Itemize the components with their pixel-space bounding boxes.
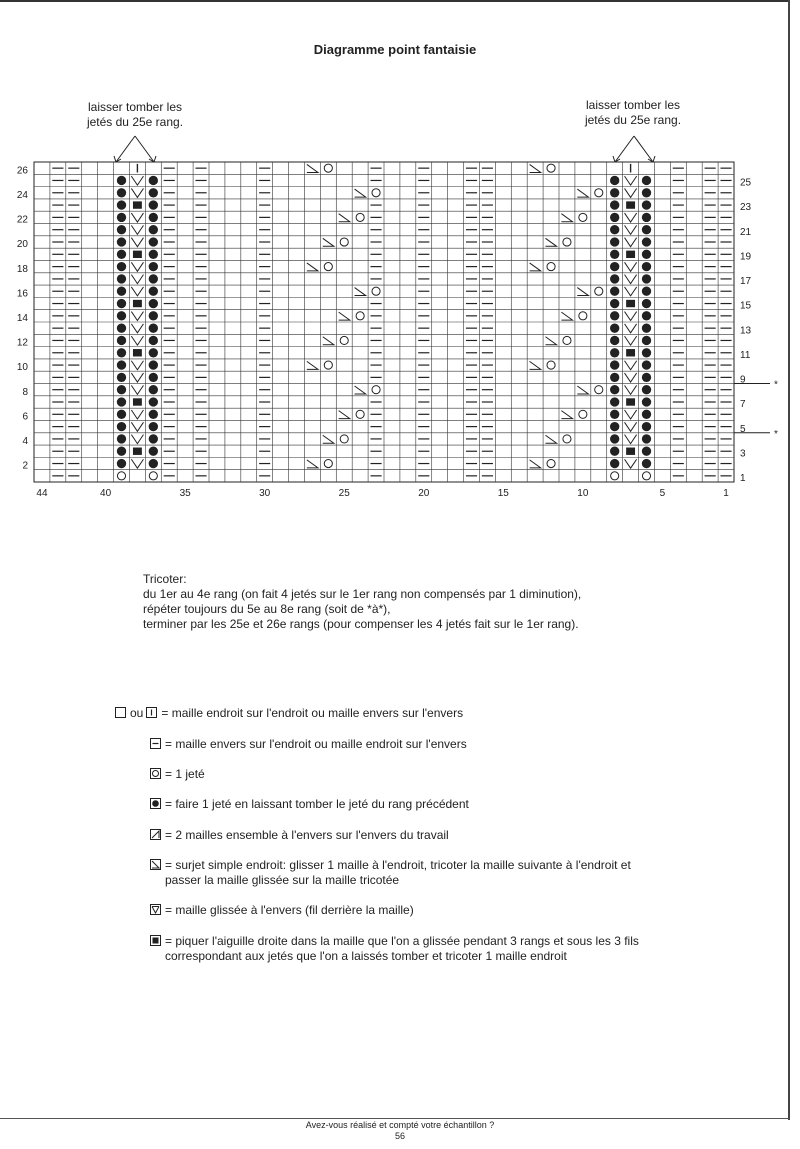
column-label: 25 bbox=[338, 488, 350, 499]
drop-yo-mark bbox=[642, 213, 651, 222]
pickup-mark bbox=[626, 349, 635, 356]
drop-yo-mark bbox=[149, 336, 158, 345]
note-left-line-1: laisser tomber les bbox=[87, 100, 183, 114]
column-label: 10 bbox=[577, 488, 589, 499]
legend-item-text-7-line-1: = piquer l'aiguille droite dans la maille que l'on a glissée pendant 3 rangs et sous les 3 fils bbox=[165, 934, 639, 948]
pickup-mark bbox=[626, 251, 635, 258]
drop-yo-mark bbox=[149, 287, 158, 296]
drop-yo-mark bbox=[610, 225, 619, 234]
drop-yo-mark bbox=[149, 274, 158, 283]
drop-yo-mark bbox=[117, 410, 126, 419]
drop-yo-mark bbox=[610, 397, 619, 406]
instructions bbox=[143, 572, 703, 632]
drop-yo-mark bbox=[642, 447, 651, 456]
drop-yo-mark bbox=[642, 385, 651, 394]
row-label-left: 6 bbox=[22, 411, 28, 423]
drop-yo-mark bbox=[117, 385, 126, 394]
drop-yo-mark bbox=[642, 176, 651, 185]
footer-question: Avez-vous réalisé et compté votre échantillon ? bbox=[305, 1120, 495, 1130]
drop-yo-mark bbox=[117, 188, 126, 197]
legend-item-text-5-line-1: = surjet simple endroit: glisser 1 maille à l'endroit, tricoter la maille suivante à l'endroit et bbox=[165, 858, 631, 872]
row-label-left: 20 bbox=[16, 239, 28, 251]
column-label: 5 bbox=[659, 488, 666, 499]
legend-item-text-7 bbox=[165, 934, 639, 964]
legend-item-text-6: = maille glissée à l'envers (fil derrière la maille) bbox=[165, 903, 414, 917]
legend-item-text-7-line-2: correspondant aux jetés que l'on a laissés tomber et tricoter 1 maille endroit bbox=[165, 949, 567, 963]
drop-yo-mark bbox=[117, 434, 126, 443]
drop-yo-mark bbox=[117, 176, 126, 185]
drop-yo-mark bbox=[610, 237, 619, 246]
instructions-line-2: répéter toujours du 5e au 8e rang (soit de *à*), bbox=[143, 602, 391, 616]
drop-yo-mark bbox=[149, 237, 158, 246]
row-label-right: 19 bbox=[740, 251, 752, 263]
pickup-mark bbox=[626, 300, 635, 307]
pickup-mark bbox=[626, 448, 635, 455]
drop-yo-mark bbox=[610, 299, 619, 308]
drop-yo-mark bbox=[117, 360, 126, 369]
legend-item-text-1: = maille envers sur l'endroit ou maille endroit sur l'envers bbox=[165, 737, 467, 751]
drop-yo-mark bbox=[642, 225, 651, 234]
row-label-right: 3 bbox=[740, 448, 746, 460]
drop-yo-mark bbox=[642, 237, 651, 246]
footer bbox=[0, 1120, 800, 1142]
row-label-left: 4 bbox=[22, 436, 28, 448]
drop-yo-mark bbox=[149, 447, 158, 456]
filled-square-icon bbox=[150, 935, 161, 946]
column-label: 44 bbox=[36, 488, 48, 499]
drop-yo-mark bbox=[117, 348, 126, 357]
circle-square-icon bbox=[150, 768, 161, 779]
drop-yo-mark bbox=[149, 348, 158, 357]
page-frame-bottom bbox=[0, 1118, 790, 1119]
drop-yo-mark bbox=[610, 323, 619, 332]
drop-yo-mark bbox=[610, 385, 619, 394]
drop-yo-mark bbox=[610, 410, 619, 419]
drop-yo-mark bbox=[117, 397, 126, 406]
drop-yo-mark bbox=[117, 311, 126, 320]
note-left-line-2: jetés du 25e rang. bbox=[86, 115, 184, 129]
row-label-right: 15 bbox=[740, 300, 752, 312]
pickup-mark bbox=[133, 448, 142, 455]
drop-yo-mark bbox=[642, 422, 651, 431]
legend-item-text-2: = 1 jeté bbox=[165, 767, 205, 781]
drop-yo-mark bbox=[117, 213, 126, 222]
note-right-line-1: laisser tomber les bbox=[585, 98, 681, 112]
drop-yo-mark bbox=[610, 287, 619, 296]
note-right-line-2: jetés du 25e rang. bbox=[584, 113, 682, 127]
row-label-right: 7 bbox=[740, 399, 746, 411]
drop-yo-mark bbox=[117, 373, 126, 382]
drop-yo-mark bbox=[117, 336, 126, 345]
legend-item-text-0: = maille endroit sur l'endroit ou maille envers sur l'envers bbox=[161, 706, 464, 720]
drop-yo-mark bbox=[610, 176, 619, 185]
legend-item-pickup bbox=[150, 934, 639, 964]
drop-yo-mark bbox=[610, 188, 619, 197]
row-label-left: 22 bbox=[16, 214, 28, 226]
row-label-right: 5 bbox=[740, 423, 746, 435]
legend-item-text-4: = 2 mailles ensemble à l'envers sur l'envers du travail bbox=[165, 828, 449, 842]
row-label-right: 25 bbox=[740, 177, 752, 189]
drop-yo-mark bbox=[149, 213, 158, 222]
row-label-right: 9 bbox=[740, 374, 746, 386]
drop-yo-mark bbox=[642, 410, 651, 419]
drop-yo-mark bbox=[642, 299, 651, 308]
pickup-mark bbox=[133, 251, 142, 258]
legend-item-knit bbox=[115, 706, 463, 721]
pickup-mark bbox=[133, 398, 142, 405]
drop-yo-mark bbox=[117, 250, 126, 259]
row-label-right: 1 bbox=[740, 473, 746, 484]
drop-yo-mark bbox=[610, 360, 619, 369]
note-left bbox=[60, 100, 210, 130]
row-label-left: 2 bbox=[22, 460, 28, 472]
drop-yo-mark bbox=[149, 323, 158, 332]
drop-yo-mark bbox=[642, 262, 651, 271]
row-label-left: 12 bbox=[16, 337, 28, 349]
row-label-right: 13 bbox=[740, 325, 752, 337]
legend-item-yarn-over bbox=[150, 767, 205, 782]
legend-item-skp bbox=[150, 858, 631, 888]
drop-yo-mark bbox=[149, 200, 158, 209]
column-label: 20 bbox=[418, 488, 430, 499]
drop-yo-mark bbox=[642, 323, 651, 332]
repeat-marker-star: * bbox=[774, 428, 778, 440]
drop-yo-mark bbox=[149, 410, 158, 419]
drop-yo-mark bbox=[642, 188, 651, 197]
legend-or: ou bbox=[130, 706, 144, 720]
drop-yo-mark bbox=[117, 287, 126, 296]
drop-yo-mark bbox=[117, 299, 126, 308]
filled-circle-square-icon bbox=[150, 798, 161, 809]
drop-yo-mark bbox=[642, 250, 651, 259]
drop-yo-mark bbox=[610, 311, 619, 320]
column-label: 1 bbox=[723, 488, 729, 499]
drop-yo-mark bbox=[117, 422, 126, 431]
pickup-mark bbox=[133, 300, 142, 307]
column-label: 15 bbox=[497, 488, 509, 499]
drop-yo-mark bbox=[149, 385, 158, 394]
drop-yo-mark bbox=[149, 250, 158, 259]
legend-item-p2tog bbox=[150, 828, 449, 843]
legend-item-drop-yarn-over bbox=[150, 797, 469, 812]
drop-yo-mark bbox=[117, 459, 126, 468]
row-label-left: 24 bbox=[16, 189, 28, 201]
drop-yo-mark bbox=[117, 323, 126, 332]
row-label-left: 16 bbox=[16, 288, 28, 300]
row-label-left: 8 bbox=[22, 386, 28, 398]
drop-yo-mark bbox=[149, 225, 158, 234]
drop-yo-mark bbox=[149, 262, 158, 271]
drop-yo-mark bbox=[149, 397, 158, 406]
row-label-left: 26 bbox=[16, 165, 28, 177]
drop-yo-mark bbox=[117, 200, 126, 209]
legend-item-text-3: = faire 1 jeté en laissant tomber le jeté du rang précédent bbox=[165, 797, 469, 811]
column-label: 30 bbox=[259, 488, 271, 499]
drop-yo-mark bbox=[642, 336, 651, 345]
column-label: 40 bbox=[100, 488, 112, 499]
drop-yo-mark bbox=[117, 262, 126, 271]
v-square-icon bbox=[150, 904, 161, 915]
drop-yo-mark bbox=[610, 447, 619, 456]
row-label-right: 21 bbox=[740, 226, 752, 238]
drop-yo-mark bbox=[642, 360, 651, 369]
repeat-marker-star: * bbox=[774, 379, 778, 391]
legend-item-text-5-line-2: passer la maille glissée sur la maille tricotée bbox=[165, 873, 400, 887]
drop-yo-mark bbox=[149, 188, 158, 197]
drop-yo-mark bbox=[642, 373, 651, 382]
drop-yo-mark bbox=[642, 397, 651, 406]
drop-yo-mark bbox=[610, 250, 619, 259]
drop-yo-mark bbox=[642, 459, 651, 468]
drop-yo-mark bbox=[610, 434, 619, 443]
drop-yo-mark bbox=[610, 459, 619, 468]
row-label-right: 11 bbox=[740, 349, 751, 361]
drop-yo-mark bbox=[149, 422, 158, 431]
drop-yo-mark bbox=[610, 373, 619, 382]
note-right bbox=[558, 98, 708, 128]
slash-triangle-square-icon bbox=[150, 829, 161, 840]
row-label-left: 10 bbox=[16, 362, 28, 374]
pickup-mark bbox=[626, 201, 635, 208]
drop-yo-mark bbox=[610, 262, 619, 271]
drop-yo-mark bbox=[610, 422, 619, 431]
row-label-right: 23 bbox=[740, 202, 752, 214]
drop-yo-mark bbox=[642, 311, 651, 320]
legend-item-text-5 bbox=[165, 858, 631, 888]
drop-yo-mark bbox=[117, 225, 126, 234]
pickup-mark bbox=[133, 201, 142, 208]
empty-square-icon bbox=[115, 707, 126, 718]
page-frame-top bbox=[0, 0, 790, 2]
drop-yo-mark bbox=[642, 200, 651, 209]
diagram-title: Diagramme point fantaisie bbox=[313, 42, 477, 57]
drop-yo-mark bbox=[149, 373, 158, 382]
legend-item-slip bbox=[150, 903, 414, 918]
knitting-chart bbox=[0, 150, 790, 510]
drop-yo-mark bbox=[642, 434, 651, 443]
backslash-triangle-square-icon bbox=[150, 859, 161, 870]
row-label-right: 17 bbox=[740, 276, 752, 288]
drop-yo-mark bbox=[642, 274, 651, 283]
drop-yo-mark bbox=[610, 213, 619, 222]
row-label-left: 14 bbox=[16, 313, 28, 324]
column-label: 35 bbox=[179, 488, 191, 499]
drop-yo-mark bbox=[149, 299, 158, 308]
drop-yo-mark bbox=[610, 336, 619, 345]
instructions-line-1: du 1er au 4e rang (on fait 4 jetés sur le 1er rang non compensés par 1 diminution), bbox=[143, 587, 582, 601]
drop-yo-mark bbox=[149, 311, 158, 320]
legend-item-purl bbox=[150, 737, 467, 752]
drop-yo-mark bbox=[149, 176, 158, 185]
instructions-line-3: terminer par les 25e et 26e rangs (pour compenser les 4 jetés fait sur le 1er rang). bbox=[143, 617, 579, 631]
instructions-heading: Tricoter: bbox=[143, 572, 187, 586]
drop-yo-mark bbox=[642, 348, 651, 357]
pickup-mark bbox=[626, 398, 635, 405]
row-label-left: 18 bbox=[16, 263, 28, 275]
drop-yo-mark bbox=[117, 237, 126, 246]
vertical-bar-square-icon bbox=[146, 707, 157, 718]
dash-square-icon bbox=[150, 738, 161, 749]
drop-yo-mark bbox=[610, 200, 619, 209]
drop-yo-mark bbox=[149, 360, 158, 369]
drop-yo-mark bbox=[117, 447, 126, 456]
drop-yo-mark bbox=[149, 459, 158, 468]
page-number: 56 bbox=[394, 1131, 405, 1141]
drop-yo-mark bbox=[642, 287, 651, 296]
drop-yo-mark bbox=[117, 274, 126, 283]
pickup-mark bbox=[133, 349, 142, 356]
drop-yo-mark bbox=[610, 348, 619, 357]
drop-yo-mark bbox=[610, 274, 619, 283]
drop-yo-mark bbox=[149, 434, 158, 443]
